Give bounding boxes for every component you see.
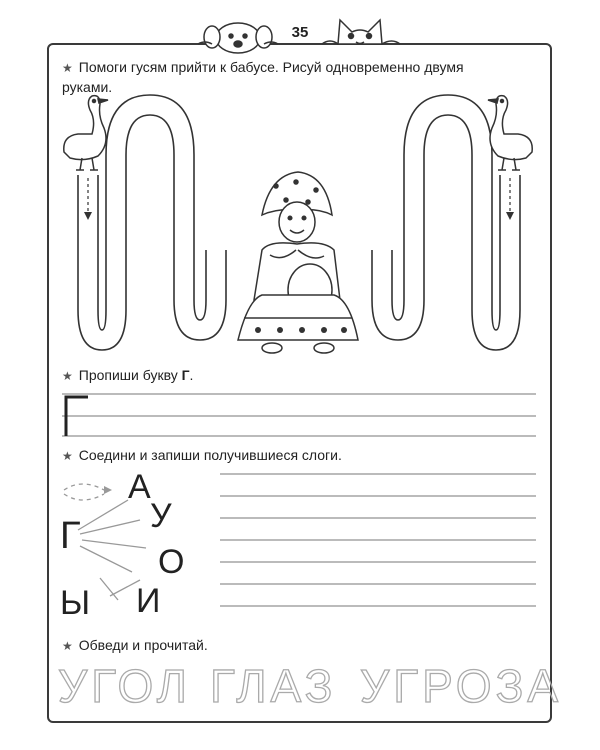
task-1-text: Помоги гусям прийти к бабусе. Рисуй одновременно двумя	[78, 59, 464, 75]
vowel-letter: И	[136, 582, 161, 620]
task-3-text: Соедини и запиши получившиеся слоги.	[78, 447, 342, 463]
trace-word: ГЛАЗ	[210, 660, 337, 712]
page-number: 35	[291, 24, 309, 41]
trace-word: УГРОЗА	[360, 660, 563, 712]
vowel-letter: О	[158, 543, 185, 581]
consonant-letter: Ы	[60, 584, 91, 622]
star-icon: ★	[62, 449, 73, 463]
vowel-letter: У	[150, 497, 172, 535]
task-4-text: Обведи и прочитай.	[78, 637, 208, 653]
vowel-letter: А	[128, 468, 151, 506]
star-icon: ★	[62, 369, 73, 383]
task-2-text: Пропиши букву	[78, 367, 182, 383]
trace-word: УГОЛ	[58, 660, 191, 712]
consonant-letter: Г	[60, 515, 81, 557]
task-2-letter: Г	[181, 367, 190, 383]
star-icon: ★	[62, 61, 73, 75]
star-icon: ★	[62, 639, 73, 653]
task-1-text-cont: руками.	[62, 79, 113, 95]
task-2-suffix: .	[189, 367, 194, 383]
